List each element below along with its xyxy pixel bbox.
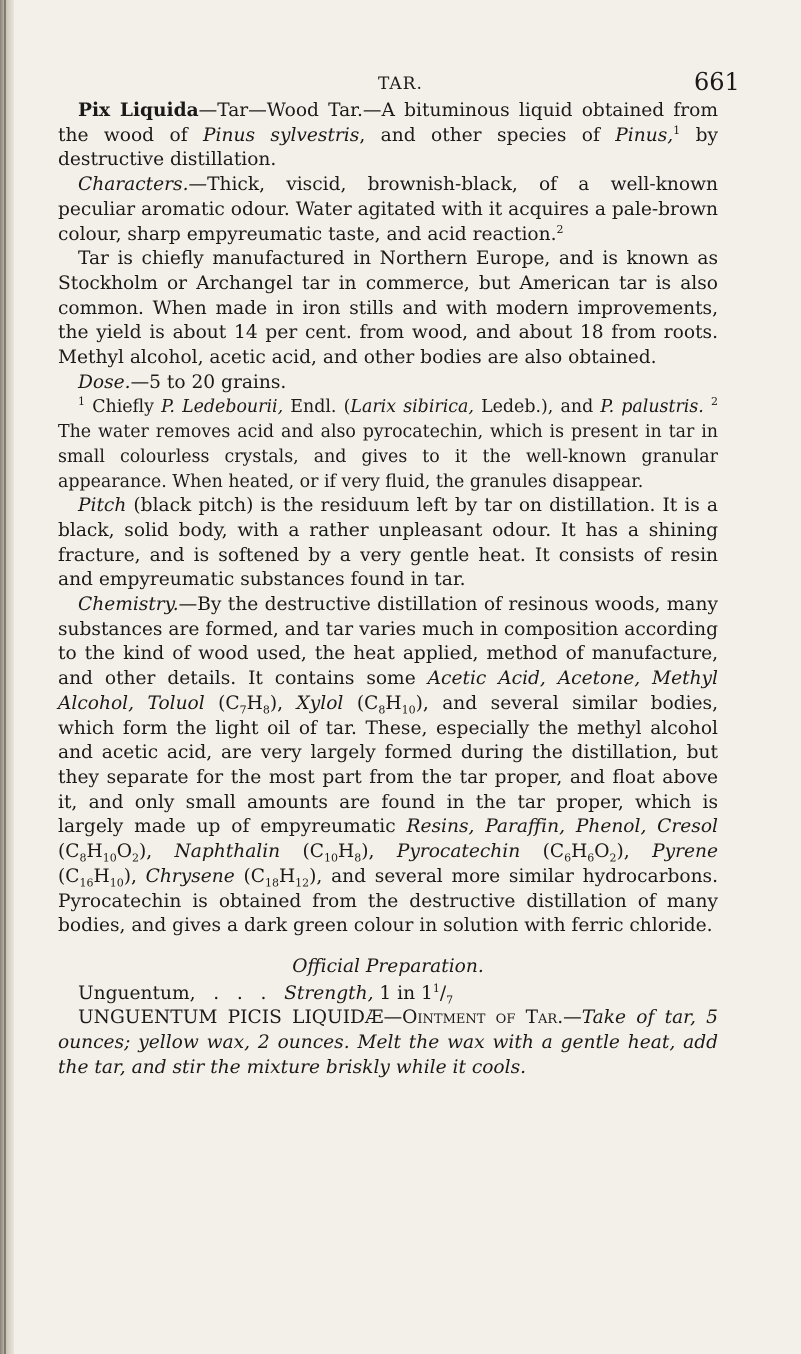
- formula-subscript: 10: [401, 703, 416, 717]
- footnote-1-species-1: P. Ledebourii,: [161, 397, 284, 418]
- formula-subscript: 7: [239, 703, 247, 717]
- formula-subscript: 8: [79, 851, 87, 865]
- preparation-title: UNGUENTUM PICIS LIQUIDÆ: [78, 1007, 384, 1029]
- formula-part: ),: [309, 865, 323, 887]
- formula-part: ),: [415, 692, 429, 714]
- formula-part: ),: [269, 692, 297, 714]
- footnote-ref-1: 1: [673, 123, 681, 137]
- entry-intro-2: , and other species of: [359, 124, 616, 146]
- strength-line: Unguentum, . . . Strength, 1 in $1^1/_7$: [78, 981, 454, 1007]
- characters-text: —Thick, viscid, brownish-black, of a well-known peculiar aromatic odour. Water agitated with it acquires a pale-brown colour, sharp empyreumatic taste, and acid reaction.: [58, 174, 718, 245]
- formula-part: H: [93, 865, 110, 887]
- pitch-label: Pitch: [78, 495, 127, 517]
- formula-subscript: 6: [564, 851, 572, 865]
- species-name: Pinus sylvestris: [203, 124, 360, 146]
- official-preparation-heading: Official Preparation.: [292, 955, 484, 977]
- chemistry-text-2: and several similar bodies, which form the light oil of tar. These, especially the methyl alcohol and acetic acid, are very largely formed during the distillation, but they separate for the most part from the tar proper, and float above it, and only small amounts are found in the tar proper, which is largely made up of empyreumatic: [58, 692, 718, 838]
- formula-part: (C: [58, 865, 80, 887]
- formula-part: (C: [520, 841, 565, 863]
- characters-label: Characters.: [78, 174, 189, 196]
- genus-name: Pinus,: [615, 124, 674, 146]
- leader-dots: . . .: [195, 982, 285, 1004]
- footnote-1-text-c: Ledeb.), and: [473, 397, 601, 418]
- dose-text: —5 to 20 grains.: [130, 371, 287, 393]
- chemistry-paragraph: [58, 593, 718, 939]
- formula-part: ),: [138, 841, 175, 863]
- preparation-subtitle: Ointment of Tar.: [402, 1007, 564, 1029]
- footnote-1-text-b: Endl. (: [283, 397, 351, 418]
- dose-paragraph: [58, 371, 718, 396]
- running-title: TAR.: [378, 74, 423, 94]
- formula-subscript: 6: [587, 851, 595, 865]
- footnote-1-mark: 1: [78, 395, 85, 409]
- formula-part: (C: [58, 841, 80, 863]
- dash: —: [383, 1007, 403, 1029]
- formula-subscript: 10: [102, 851, 117, 865]
- formula-subscript: 12: [295, 876, 310, 890]
- formula-part: H: [571, 841, 588, 863]
- formula-part: H: [86, 841, 103, 863]
- strength-label: Strength,: [284, 982, 374, 1004]
- entry-title: Pix Liquida: [78, 100, 199, 121]
- formula-subscript: 8: [354, 851, 362, 865]
- preparation-instructions: Take of tar, 5 ounces; yellow wax, 2 ounces. Melt the wax with a gentle heat, add the tar, and stir the mixture briskly while it cools.: [58, 1007, 718, 1078]
- formula-part: (C: [280, 841, 325, 863]
- formula-part: (C: [204, 692, 240, 714]
- formula-part: H: [385, 692, 402, 714]
- compound-list-1: Acetic Acid, Acetone, Methyl Alcohol, Toluol: [58, 668, 719, 714]
- strength-value: 1 in 1: [373, 982, 433, 1004]
- footnote-2-text: The water removes acid and also pyrocatechin, which is present in tar in small colourless crystals, and gives to it the well-known granular appearance. When heated, or if very fluid, the granules disappear.: [58, 422, 718, 492]
- footnote-2-mark: 2: [711, 395, 719, 409]
- compound-chrysene: Chrysene: [145, 865, 235, 887]
- compound-xylol: Xylol: [296, 692, 344, 714]
- fraction-denominator: 7: [446, 993, 454, 1007]
- formula-part: ),: [123, 865, 146, 887]
- formula-subscript: 16: [79, 876, 94, 890]
- formula-part: (C: [343, 692, 379, 714]
- entry-intro-3: by destructive distillation.: [58, 124, 719, 171]
- compound-naphthalin: Naphthalin: [174, 841, 281, 863]
- formula-part: ),: [361, 841, 397, 863]
- formula-part: H: [278, 865, 296, 887]
- pitch-paragraph: [58, 494, 718, 593]
- chemistry-text-1: —By the destructive distillation of resinous woods, many substances are formed, and tar varies much in composition according to the kind of wood used, the heat applied, method of manufacture, and other details. It contains some: [58, 594, 718, 690]
- formula-subscript: 2: [131, 851, 139, 865]
- footnote-1: [58, 395, 718, 494]
- compound-list-2: Resins, Paraffin, Phenol, Cresol: [406, 816, 718, 838]
- formula-subscript: 10: [324, 851, 339, 865]
- formula-part: H: [338, 841, 355, 863]
- formula-part: H: [246, 692, 263, 714]
- footnote-1-larix: Larix sibirica,: [350, 397, 474, 418]
- footnote-1-text-a: Chiefly: [85, 397, 162, 418]
- page-body: [58, 99, 718, 1080]
- dash: —: [563, 1007, 582, 1029]
- formula-subscript: 8: [378, 703, 386, 717]
- formula-part: ),: [616, 841, 653, 863]
- compound-pyrocatechin: Pyrocatechin: [396, 841, 521, 863]
- pitch-text: (black pitch) is the residuum left by tar on distillation. It is a black, solid body, with a rather unpleasant odour. It has a shining fracture, and is softened by a very gentle heat. It consists of resin and empyreumatic substances found in tar.: [58, 495, 718, 591]
- compound-pyrene: Pyrene: [652, 841, 718, 863]
- formula-subscript: 2: [609, 851, 617, 865]
- chemistry-label: Chemistry.: [78, 594, 179, 616]
- entry-intro: —Tar—Wood Tar.—A bituminous liquid obtained from the wood of: [58, 100, 718, 146]
- preparation-name: Unguentum,: [78, 982, 196, 1004]
- entry-paragraph: [58, 99, 718, 173]
- characters-paragraph: [58, 173, 718, 247]
- page-number: 661: [694, 68, 740, 96]
- formula-subscript: 8: [262, 703, 270, 717]
- formula-subscript: 10: [109, 876, 124, 890]
- footnote-ref-2: 2: [556, 222, 564, 236]
- preparation-paragraph: [58, 1006, 718, 1080]
- fraction-numerator: 1: [432, 981, 440, 995]
- formula-part: O: [594, 841, 610, 863]
- page-binding-edge: [0, 0, 14, 1354]
- dose-label: Dose.: [78, 371, 131, 393]
- formula-subscript: 18: [264, 876, 279, 890]
- binding-shadow: [4, 0, 6, 1354]
- manufacture-paragraph: Tar is chiefly manufactured in Northern Europe, and is known as Stockholm or Archangel tar in commerce, but American tar is also common. When made in iron stills and with modern improvements, the yield is about 14 per cent. from wood, and about 18 from roots. Methyl alcohol, acetic acid, and other bodies are also obtained.: [58, 248, 718, 369]
- footnote-1-species-2: P. palustris.: [600, 397, 704, 418]
- chemistry-text-3: and several more similar hydrocarbons. Pyrocatechin is obtained from the destructive distillation of many bodies, and gives a dark green colour in solution with ferric chloride.: [58, 865, 718, 937]
- formula-part: (C: [234, 865, 265, 887]
- formula-part: O: [116, 841, 132, 863]
